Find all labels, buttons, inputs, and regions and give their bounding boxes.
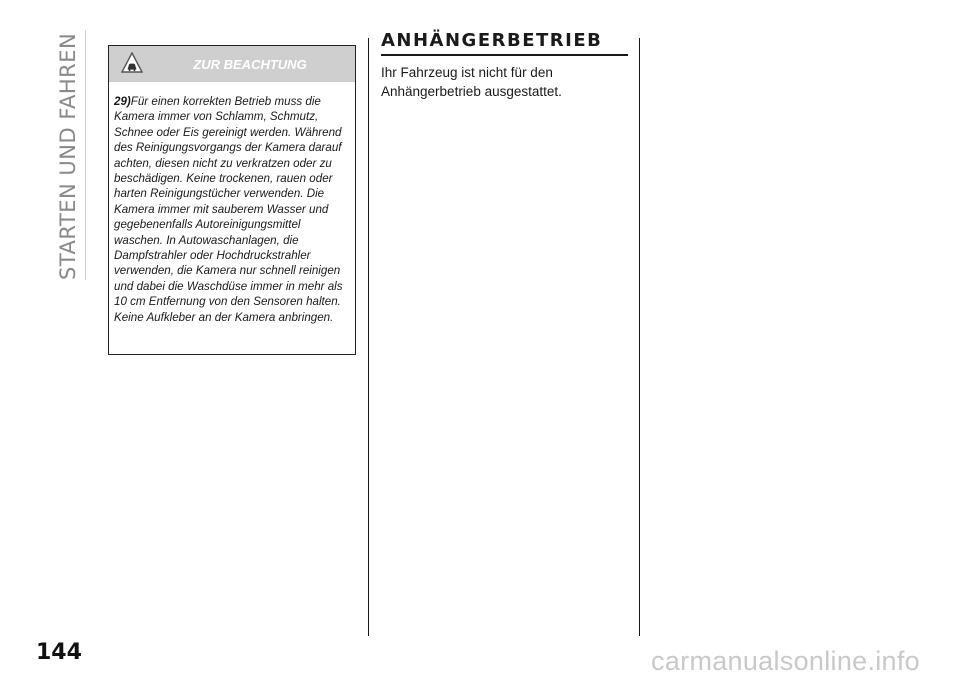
chapter-side-rule bbox=[85, 30, 86, 280]
column-divider-2 bbox=[639, 38, 640, 636]
watermark: carmanualsonline.info bbox=[651, 646, 920, 676]
page-number: 144 bbox=[36, 640, 82, 665]
chapter-side-title: STARTEN UND FAHREN bbox=[56, 32, 80, 280]
warning-text bbox=[109, 82, 355, 325]
section-body-text: Ihr Fahrzeug ist nicht für den Anhängerbetrieb ausgestattet. bbox=[381, 65, 562, 99]
warning-box bbox=[108, 45, 356, 355]
warning-title: ZUR BEACHTUNG bbox=[193, 57, 307, 72]
car-warning-icon bbox=[121, 52, 143, 74]
warning-header bbox=[109, 46, 355, 82]
column-divider-1 bbox=[368, 38, 369, 636]
footnote-ref: 29) bbox=[114, 95, 131, 108]
warning-body-text: Für einen korrekten Betrieb muss die Kamera immer von Schlamm, Schmutz, Schnee oder Eis gereinigt werden. Während des Reinigungsvorgangs der Kamera darauf achten, diesen nicht zu verkratzen oder zu beschädigen. Keine trockenen, rauen oder harten Reinigungstücher verwenden. Die Kamera immer mit sauberem Wasser und gegebenenfalls Autoreinigungsmittel waschen. In Autowaschanlagen, die Dampfstrahler oder Hochdruckstrahler verwenden, die Kamera nur schnell reinigen und dabei die Waschdüse immer in mehr als 10 cm Entfernung von den Sensoren halten. Keine Aufkleber an der Kamera anbringen. bbox=[114, 95, 343, 324]
section-heading: ANHÄNGERBETRIEB bbox=[381, 30, 628, 56]
